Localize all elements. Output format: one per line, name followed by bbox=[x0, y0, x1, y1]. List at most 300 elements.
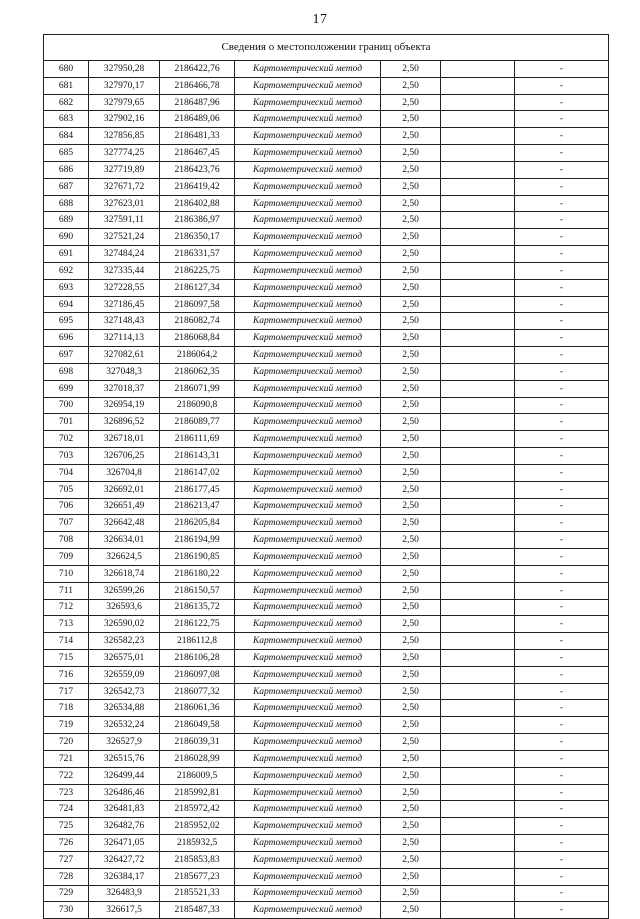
empty-cell bbox=[441, 599, 515, 616]
method-cell: Картометрический метод bbox=[235, 532, 381, 549]
y-coordinate-cell: 2186028,99 bbox=[160, 750, 235, 767]
table-row bbox=[44, 94, 609, 111]
dash-cell: - bbox=[515, 279, 609, 296]
x-coordinate-cell: 326532,24 bbox=[89, 717, 160, 734]
x-coordinate-cell: 326704,8 bbox=[89, 464, 160, 481]
x-coordinate-cell: 326718,01 bbox=[89, 431, 160, 448]
table-row bbox=[44, 700, 609, 717]
method-cell: Картометрический метод bbox=[235, 683, 381, 700]
method-cell: Картометрический метод bbox=[235, 363, 381, 380]
empty-cell bbox=[441, 330, 515, 347]
table-row bbox=[44, 347, 609, 364]
x-coordinate-cell: 327048,3 bbox=[89, 363, 160, 380]
x-coordinate-cell: 326618,74 bbox=[89, 565, 160, 582]
empty-cell bbox=[441, 582, 515, 599]
y-coordinate-cell: 2186090,8 bbox=[160, 397, 235, 414]
x-coordinate-cell: 327950,28 bbox=[89, 61, 160, 78]
accuracy-cell: 2,50 bbox=[381, 111, 441, 128]
accuracy-cell: 2,50 bbox=[381, 683, 441, 700]
accuracy-cell: 2,50 bbox=[381, 229, 441, 246]
table-row bbox=[44, 330, 609, 347]
point-number-cell: 713 bbox=[44, 616, 89, 633]
method-cell: Картометрический метод bbox=[235, 565, 381, 582]
table-row bbox=[44, 279, 609, 296]
y-coordinate-cell: 2186039,31 bbox=[160, 734, 235, 751]
accuracy-cell: 2,50 bbox=[381, 734, 441, 751]
accuracy-cell: 2,50 bbox=[381, 700, 441, 717]
y-coordinate-cell: 2185487,33 bbox=[160, 902, 235, 919]
method-cell: Картометрический метод bbox=[235, 145, 381, 162]
accuracy-cell: 2,50 bbox=[381, 481, 441, 498]
y-coordinate-cell: 2186106,28 bbox=[160, 649, 235, 666]
y-coordinate-cell: 2186350,17 bbox=[160, 229, 235, 246]
dash-cell: - bbox=[515, 313, 609, 330]
dash-cell: - bbox=[515, 784, 609, 801]
table-row bbox=[44, 549, 609, 566]
accuracy-cell: 2,50 bbox=[381, 902, 441, 919]
point-number-cell: 716 bbox=[44, 666, 89, 683]
empty-cell bbox=[441, 363, 515, 380]
method-cell: Картометрический метод bbox=[235, 784, 381, 801]
point-number-cell: 688 bbox=[44, 195, 89, 212]
empty-cell bbox=[441, 246, 515, 263]
y-coordinate-cell: 2186097,58 bbox=[160, 296, 235, 313]
point-number-cell: 686 bbox=[44, 161, 89, 178]
point-number-cell: 701 bbox=[44, 414, 89, 431]
empty-cell bbox=[441, 717, 515, 734]
x-coordinate-cell: 326590,02 bbox=[89, 616, 160, 633]
accuracy-cell: 2,50 bbox=[381, 649, 441, 666]
x-coordinate-cell: 326634,01 bbox=[89, 532, 160, 549]
empty-cell bbox=[441, 633, 515, 650]
x-coordinate-cell: 326542,73 bbox=[89, 683, 160, 700]
x-coordinate-cell: 326515,76 bbox=[89, 750, 160, 767]
point-number-cell: 693 bbox=[44, 279, 89, 296]
point-number-cell: 690 bbox=[44, 229, 89, 246]
x-coordinate-cell: 326706,25 bbox=[89, 448, 160, 465]
table-body bbox=[44, 61, 609, 919]
point-number-cell: 681 bbox=[44, 77, 89, 94]
y-coordinate-cell: 2186190,85 bbox=[160, 549, 235, 566]
empty-cell bbox=[441, 313, 515, 330]
empty-cell bbox=[441, 784, 515, 801]
method-cell: Картометрический метод bbox=[235, 851, 381, 868]
dash-cell: - bbox=[515, 666, 609, 683]
y-coordinate-cell: 2186064,2 bbox=[160, 347, 235, 364]
table-row bbox=[44, 515, 609, 532]
x-coordinate-cell: 326575,01 bbox=[89, 649, 160, 666]
point-number-cell: 698 bbox=[44, 363, 89, 380]
method-cell: Картометрический метод bbox=[235, 61, 381, 78]
accuracy-cell: 2,50 bbox=[381, 145, 441, 162]
empty-cell bbox=[441, 902, 515, 919]
method-cell: Картометрический метод bbox=[235, 380, 381, 397]
method-cell: Картометрический метод bbox=[235, 279, 381, 296]
accuracy-cell: 2,50 bbox=[381, 868, 441, 885]
method-cell: Картометрический метод bbox=[235, 801, 381, 818]
accuracy-cell: 2,50 bbox=[381, 851, 441, 868]
table-row bbox=[44, 397, 609, 414]
method-cell: Картометрический метод bbox=[235, 481, 381, 498]
table-row bbox=[44, 128, 609, 145]
dash-cell: - bbox=[515, 145, 609, 162]
empty-cell bbox=[441, 532, 515, 549]
empty-cell bbox=[441, 767, 515, 784]
dash-cell: - bbox=[515, 296, 609, 313]
method-cell: Картометрический метод bbox=[235, 734, 381, 751]
table-row bbox=[44, 750, 609, 767]
y-coordinate-cell: 2186422,76 bbox=[160, 61, 235, 78]
point-number-cell: 683 bbox=[44, 111, 89, 128]
table-row bbox=[44, 161, 609, 178]
empty-cell bbox=[441, 94, 515, 111]
dash-cell: - bbox=[515, 767, 609, 784]
table-row bbox=[44, 885, 609, 902]
x-coordinate-cell: 326692,01 bbox=[89, 481, 160, 498]
table-row bbox=[44, 649, 609, 666]
dash-cell: - bbox=[515, 481, 609, 498]
dash-cell: - bbox=[515, 161, 609, 178]
point-number-cell: 719 bbox=[44, 717, 89, 734]
table-row bbox=[44, 61, 609, 78]
dash-cell: - bbox=[515, 212, 609, 229]
point-number-cell: 709 bbox=[44, 549, 89, 566]
table-row bbox=[44, 481, 609, 498]
method-cell: Картометрический метод bbox=[235, 549, 381, 566]
method-cell: Картометрический метод bbox=[235, 161, 381, 178]
x-coordinate-cell: 327671,72 bbox=[89, 178, 160, 195]
dash-cell: - bbox=[515, 498, 609, 515]
point-number-cell: 729 bbox=[44, 885, 89, 902]
empty-cell bbox=[441, 77, 515, 94]
y-coordinate-cell: 2186111,69 bbox=[160, 431, 235, 448]
x-coordinate-cell: 326559,09 bbox=[89, 666, 160, 683]
method-cell: Картометрический метод bbox=[235, 77, 381, 94]
x-coordinate-cell: 327902,16 bbox=[89, 111, 160, 128]
y-coordinate-cell: 2186082,74 bbox=[160, 313, 235, 330]
x-coordinate-cell: 326482,76 bbox=[89, 818, 160, 835]
y-coordinate-cell: 2186062,35 bbox=[160, 363, 235, 380]
table-title-row bbox=[44, 35, 609, 61]
y-coordinate-cell: 2186177,45 bbox=[160, 481, 235, 498]
empty-cell bbox=[441, 666, 515, 683]
point-number-cell: 705 bbox=[44, 481, 89, 498]
empty-cell bbox=[441, 380, 515, 397]
y-coordinate-cell: 2186194,99 bbox=[160, 532, 235, 549]
dash-cell: - bbox=[515, 649, 609, 666]
table-row bbox=[44, 532, 609, 549]
empty-cell bbox=[441, 279, 515, 296]
accuracy-cell: 2,50 bbox=[381, 885, 441, 902]
y-coordinate-cell: 2185853,83 bbox=[160, 851, 235, 868]
accuracy-cell: 2,50 bbox=[381, 582, 441, 599]
y-coordinate-cell: 2186467,45 bbox=[160, 145, 235, 162]
point-number-cell: 696 bbox=[44, 330, 89, 347]
empty-cell bbox=[441, 195, 515, 212]
method-cell: Картометрический метод bbox=[235, 902, 381, 919]
point-number-cell: 730 bbox=[44, 902, 89, 919]
dash-cell: - bbox=[515, 750, 609, 767]
point-number-cell: 703 bbox=[44, 448, 89, 465]
accuracy-cell: 2,50 bbox=[381, 784, 441, 801]
table-row bbox=[44, 313, 609, 330]
table-row bbox=[44, 565, 609, 582]
accuracy-cell: 2,50 bbox=[381, 565, 441, 582]
empty-cell bbox=[441, 835, 515, 852]
accuracy-cell: 2,50 bbox=[381, 767, 441, 784]
empty-cell bbox=[441, 296, 515, 313]
table-row bbox=[44, 633, 609, 650]
x-coordinate-cell: 326483,9 bbox=[89, 885, 160, 902]
dash-cell: - bbox=[515, 347, 609, 364]
y-coordinate-cell: 2185677,23 bbox=[160, 868, 235, 885]
method-cell: Картометрический метод bbox=[235, 94, 381, 111]
point-number-cell: 723 bbox=[44, 784, 89, 801]
method-cell: Картометрический метод bbox=[235, 212, 381, 229]
table-row bbox=[44, 616, 609, 633]
page-number: 17 bbox=[312, 12, 328, 27]
dash-cell: - bbox=[515, 717, 609, 734]
method-cell: Картометрический метод bbox=[235, 885, 381, 902]
accuracy-cell: 2,50 bbox=[381, 94, 441, 111]
method-cell: Картометрический метод bbox=[235, 296, 381, 313]
accuracy-cell: 2,50 bbox=[381, 549, 441, 566]
dash-cell: - bbox=[515, 532, 609, 549]
method-cell: Картометрический метод bbox=[235, 111, 381, 128]
point-number-cell: 702 bbox=[44, 431, 89, 448]
method-cell: Картометрический метод bbox=[235, 818, 381, 835]
y-coordinate-cell: 2186331,57 bbox=[160, 246, 235, 263]
empty-cell bbox=[441, 549, 515, 566]
dash-cell: - bbox=[515, 633, 609, 650]
empty-cell bbox=[441, 414, 515, 431]
table-row bbox=[44, 178, 609, 195]
y-coordinate-cell: 2186481,33 bbox=[160, 128, 235, 145]
point-number-cell: 694 bbox=[44, 296, 89, 313]
y-coordinate-cell: 2186112,8 bbox=[160, 633, 235, 650]
x-coordinate-cell: 326582,23 bbox=[89, 633, 160, 650]
dash-cell: - bbox=[515, 178, 609, 195]
empty-cell bbox=[441, 61, 515, 78]
accuracy-cell: 2,50 bbox=[381, 414, 441, 431]
x-coordinate-cell: 327186,45 bbox=[89, 296, 160, 313]
empty-cell bbox=[441, 515, 515, 532]
method-cell: Картометрический метод bbox=[235, 717, 381, 734]
y-coordinate-cell: 2185952,02 bbox=[160, 818, 235, 835]
method-cell: Картометрический метод bbox=[235, 515, 381, 532]
point-number-cell: 687 bbox=[44, 178, 89, 195]
dash-cell: - bbox=[515, 431, 609, 448]
y-coordinate-cell: 2186213,47 bbox=[160, 498, 235, 515]
x-coordinate-cell: 327623,01 bbox=[89, 195, 160, 212]
method-cell: Картометрический метод bbox=[235, 464, 381, 481]
method-cell: Картометрический метод bbox=[235, 666, 381, 683]
y-coordinate-cell: 2186127,34 bbox=[160, 279, 235, 296]
point-number-cell: 708 bbox=[44, 532, 89, 549]
dash-cell: - bbox=[515, 616, 609, 633]
dash-cell: - bbox=[515, 700, 609, 717]
accuracy-cell: 2,50 bbox=[381, 347, 441, 364]
dash-cell: - bbox=[515, 262, 609, 279]
y-coordinate-cell: 2186225,75 bbox=[160, 262, 235, 279]
y-coordinate-cell: 2186049,58 bbox=[160, 717, 235, 734]
accuracy-cell: 2,50 bbox=[381, 397, 441, 414]
table-row bbox=[44, 246, 609, 263]
empty-cell bbox=[441, 750, 515, 767]
accuracy-cell: 2,50 bbox=[381, 717, 441, 734]
empty-cell bbox=[441, 734, 515, 751]
point-number-cell: 685 bbox=[44, 145, 89, 162]
point-number-cell: 721 bbox=[44, 750, 89, 767]
empty-cell bbox=[441, 347, 515, 364]
table-row bbox=[44, 767, 609, 784]
x-coordinate-cell: 326599,26 bbox=[89, 582, 160, 599]
table-row bbox=[44, 734, 609, 751]
method-cell: Картометрический метод bbox=[235, 195, 381, 212]
method-cell: Картометрический метод bbox=[235, 582, 381, 599]
x-coordinate-cell: 327591,11 bbox=[89, 212, 160, 229]
y-coordinate-cell: 2185521,33 bbox=[160, 885, 235, 902]
method-cell: Картометрический метод bbox=[235, 347, 381, 364]
point-number-cell: 715 bbox=[44, 649, 89, 666]
y-coordinate-cell: 2186143,31 bbox=[160, 448, 235, 465]
dash-cell: - bbox=[515, 885, 609, 902]
y-coordinate-cell: 2186009,5 bbox=[160, 767, 235, 784]
method-cell: Картометрический метод bbox=[235, 750, 381, 767]
dash-cell: - bbox=[515, 77, 609, 94]
accuracy-cell: 2,50 bbox=[381, 750, 441, 767]
dash-cell: - bbox=[515, 397, 609, 414]
empty-cell bbox=[441, 145, 515, 162]
empty-cell bbox=[441, 178, 515, 195]
dash-cell: - bbox=[515, 734, 609, 751]
y-coordinate-cell: 2186147,02 bbox=[160, 464, 235, 481]
y-coordinate-cell: 2186077,32 bbox=[160, 683, 235, 700]
table-row bbox=[44, 784, 609, 801]
section-title: Сведения о местоположении границ объекта bbox=[44, 35, 609, 61]
point-number-cell: 727 bbox=[44, 851, 89, 868]
point-number-cell: 712 bbox=[44, 599, 89, 616]
method-cell: Картометрический метод bbox=[235, 498, 381, 515]
dash-cell: - bbox=[515, 868, 609, 885]
table-row bbox=[44, 801, 609, 818]
dash-cell: - bbox=[515, 94, 609, 111]
dash-cell: - bbox=[515, 464, 609, 481]
accuracy-cell: 2,50 bbox=[381, 431, 441, 448]
dash-cell: - bbox=[515, 549, 609, 566]
x-coordinate-cell: 326642,48 bbox=[89, 515, 160, 532]
table-row bbox=[44, 195, 609, 212]
table-row bbox=[44, 818, 609, 835]
accuracy-cell: 2,50 bbox=[381, 464, 441, 481]
point-number-cell: 695 bbox=[44, 313, 89, 330]
accuracy-cell: 2,50 bbox=[381, 498, 441, 515]
x-coordinate-cell: 326471,05 bbox=[89, 835, 160, 852]
x-coordinate-cell: 326896,52 bbox=[89, 414, 160, 431]
dash-cell: - bbox=[515, 835, 609, 852]
point-number-cell: 714 bbox=[44, 633, 89, 650]
dash-cell: - bbox=[515, 818, 609, 835]
x-coordinate-cell: 327719,89 bbox=[89, 161, 160, 178]
accuracy-cell: 2,50 bbox=[381, 616, 441, 633]
table-row bbox=[44, 498, 609, 515]
dash-cell: - bbox=[515, 229, 609, 246]
table-row bbox=[44, 431, 609, 448]
point-number-cell: 711 bbox=[44, 582, 89, 599]
accuracy-cell: 2,50 bbox=[381, 246, 441, 263]
x-coordinate-cell: 327774,25 bbox=[89, 145, 160, 162]
point-number-cell: 720 bbox=[44, 734, 89, 751]
accuracy-cell: 2,50 bbox=[381, 532, 441, 549]
method-cell: Картометрический метод bbox=[235, 649, 381, 666]
table-row bbox=[44, 582, 609, 599]
x-coordinate-cell: 327082,61 bbox=[89, 347, 160, 364]
point-number-cell: 726 bbox=[44, 835, 89, 852]
accuracy-cell: 2,50 bbox=[381, 279, 441, 296]
point-number-cell: 684 bbox=[44, 128, 89, 145]
y-coordinate-cell: 2186489,06 bbox=[160, 111, 235, 128]
empty-cell bbox=[441, 397, 515, 414]
empty-cell bbox=[441, 448, 515, 465]
point-number-cell: 697 bbox=[44, 347, 89, 364]
x-coordinate-cell: 326651,49 bbox=[89, 498, 160, 515]
accuracy-cell: 2,50 bbox=[381, 515, 441, 532]
accuracy-cell: 2,50 bbox=[381, 61, 441, 78]
boundary-coordinates-table bbox=[43, 34, 609, 919]
table-row bbox=[44, 464, 609, 481]
empty-cell bbox=[441, 464, 515, 481]
dash-cell: - bbox=[515, 61, 609, 78]
accuracy-cell: 2,50 bbox=[381, 161, 441, 178]
y-coordinate-cell: 2186071,99 bbox=[160, 380, 235, 397]
method-cell: Картометрический метод bbox=[235, 616, 381, 633]
dash-cell: - bbox=[515, 582, 609, 599]
y-coordinate-cell: 2186466,78 bbox=[160, 77, 235, 94]
x-coordinate-cell: 327856,85 bbox=[89, 128, 160, 145]
accuracy-cell: 2,50 bbox=[381, 330, 441, 347]
point-number-cell: 691 bbox=[44, 246, 89, 263]
dash-cell: - bbox=[515, 448, 609, 465]
dash-cell: - bbox=[515, 565, 609, 582]
empty-cell bbox=[441, 212, 515, 229]
method-cell: Картометрический метод bbox=[235, 700, 381, 717]
accuracy-cell: 2,50 bbox=[381, 633, 441, 650]
x-coordinate-cell: 326534,88 bbox=[89, 700, 160, 717]
boundary-table-sheet bbox=[43, 34, 608, 919]
accuracy-cell: 2,50 bbox=[381, 835, 441, 852]
accuracy-cell: 2,50 bbox=[381, 77, 441, 94]
accuracy-cell: 2,50 bbox=[381, 296, 441, 313]
x-coordinate-cell: 327335,44 bbox=[89, 262, 160, 279]
table-row bbox=[44, 683, 609, 700]
table-row bbox=[44, 868, 609, 885]
accuracy-cell: 2,50 bbox=[381, 262, 441, 279]
accuracy-cell: 2,50 bbox=[381, 195, 441, 212]
accuracy-cell: 2,50 bbox=[381, 666, 441, 683]
x-coordinate-cell: 326617,5 bbox=[89, 902, 160, 919]
method-cell: Картометрический метод bbox=[235, 633, 381, 650]
accuracy-cell: 2,50 bbox=[381, 128, 441, 145]
method-cell: Картометрический метод bbox=[235, 128, 381, 145]
x-coordinate-cell: 326954,19 bbox=[89, 397, 160, 414]
y-coordinate-cell: 2186487,96 bbox=[160, 94, 235, 111]
accuracy-cell: 2,50 bbox=[381, 380, 441, 397]
table-row bbox=[44, 111, 609, 128]
table-row bbox=[44, 363, 609, 380]
y-coordinate-cell: 2186150,57 bbox=[160, 582, 235, 599]
dash-cell: - bbox=[515, 683, 609, 700]
y-coordinate-cell: 2185932,5 bbox=[160, 835, 235, 852]
